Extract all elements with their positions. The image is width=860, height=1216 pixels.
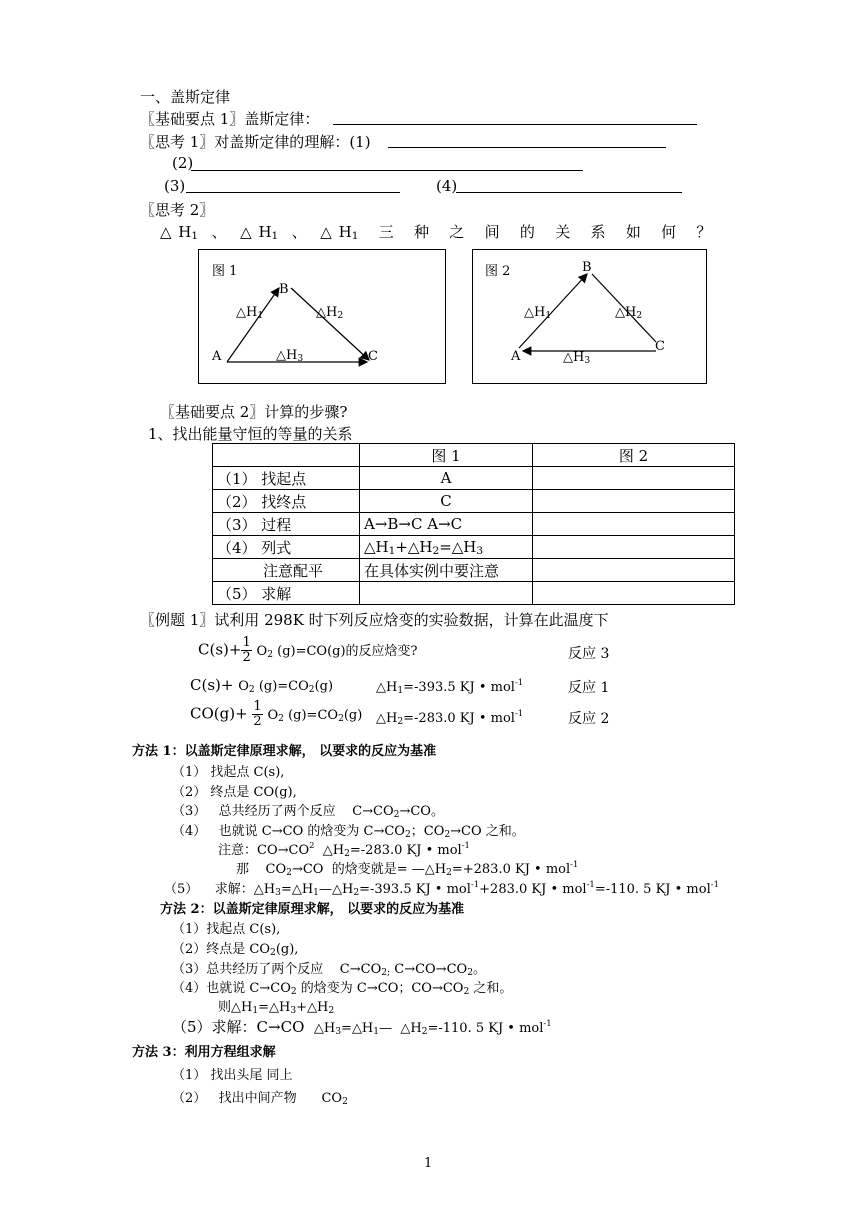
method-2-note: 则$\triangle H_1=\triangle H_3+\triangle H_2$: [218, 1000, 335, 1016]
think-2-question: △ $H_1$ 、 △ $H_1$ 、 △ $H_1$ 三 种 之 间 的 关 系 如 何 ？: [160, 223, 712, 242]
node-c: C: [655, 339, 665, 354]
think-1-item-2: (2): [172, 154, 194, 172]
page-number: 1: [424, 1156, 433, 1171]
delta-h3-label: $\triangle H_3$: [276, 348, 304, 364]
method-1-step: （1） 找起点 C(s),: [172, 765, 285, 780]
delta-h3-label: $\triangle H_3$: [563, 350, 591, 366]
table-cell: （2） 找终点: [213, 490, 360, 513]
node-b: B: [582, 260, 592, 275]
delta-h2-label: $\triangle H_2$: [615, 305, 643, 321]
table-cell: [533, 582, 735, 605]
steps-table: [212, 443, 735, 605]
delta-h1-label: $\triangle H_1$: [524, 305, 552, 321]
method-2-step: （2）终点是 $CO_2(g)$,: [172, 942, 299, 958]
table-row: [213, 513, 735, 536]
table-cell: A: [360, 467, 533, 490]
fraction-numerator: 1: [242, 635, 251, 650]
figure-1: [198, 249, 446, 384]
method-3-step: （1） 找出头尾 同上: [172, 1068, 293, 1083]
method-1-step: （3） 总共经历了两个反应 $C\to CO_2\to CO$。: [172, 804, 444, 820]
method-2-step: （5）求解：C→CO $\triangle H_3=\triangle H_1—$ $\triangle H_2=-110$. 5 KJ • mol$^{-1}$: [172, 1018, 552, 1037]
basic-point-1: 〖基础要点 1〗盖斯定律：: [140, 110, 320, 128]
table-cell: [533, 467, 735, 490]
table-row: [213, 559, 735, 582]
delta-h1-value: $\triangle H_1=-393.5$ KJ • mol$^{-1}$: [376, 677, 524, 696]
table-cell: [533, 513, 735, 536]
delta-h1-label: $\triangle H_1$: [236, 305, 264, 321]
table-cell: [360, 582, 533, 605]
think-1-item-3: (3): [164, 177, 186, 195]
figure-2-label: 图 2: [485, 264, 511, 279]
basic-point-2: 〖基础要点 2〗计算的步骤?: [160, 403, 348, 421]
method-1-step: （4） 也就说 C→CO 的焓变为 $C\to CO_2$；$CO_2\to CO$ 之和。: [172, 824, 525, 840]
method-1-title: 方法 1：以盖斯定律原理求解， 以要求的反应为基准: [132, 744, 437, 759]
method-2-title: 方法 2：以盖斯定律原理求解， 以要求的反应为基准: [160, 902, 465, 917]
table-cell: （1） 找起点: [213, 467, 360, 490]
node-b: B: [279, 282, 289, 297]
table-header: 图 1: [360, 444, 533, 467]
reaction-3-tag: 反应 3: [568, 646, 610, 662]
delta-h2-value: $\triangle H_2=-283.0$ KJ • mol$^{-1}$: [376, 708, 524, 727]
blank-line: [333, 124, 697, 125]
table-row: [213, 582, 735, 605]
table-row: [213, 490, 735, 513]
method-3-step: （2） 找出中间产物 $CO_2$: [172, 1091, 348, 1107]
example-1: 〖例题 1〗试利用 298K 时下列反应焓变的实验数据，计算在此温度下: [140, 611, 609, 629]
fraction-numerator: 1: [253, 699, 262, 714]
method-2-step: （3）总共经历了两个反应 $C\to CO_{2;}$ $C\to CO\to CO_2$。: [172, 962, 486, 978]
table-cell: （4） 列式: [213, 536, 360, 559]
reaction-1-tag: 反应 1: [568, 680, 610, 696]
delta-h2-label: $\triangle H_2$: [316, 305, 344, 321]
node-c: C: [368, 349, 378, 364]
table-cell: [533, 490, 735, 513]
table-header: 图 2: [533, 444, 735, 467]
blank-line: [186, 192, 400, 193]
method-1-note: 那 $CO_2\to CO$ 的焓变就是= $—\triangle H_2=+283.0$ KJ • mol$^{-1}$: [236, 859, 579, 878]
table-cell-formula: $\triangle H_1+\triangle H_2=\triangle H_3$: [360, 536, 533, 559]
equation-2: CO(g)+ $\frac{1}{2}$ $O_2$ $(g)=CO_2(g)$: [190, 699, 363, 729]
blank-line: [456, 192, 682, 193]
table-cell: C: [360, 490, 533, 513]
section-title: 一、盖斯定律: [140, 88, 231, 106]
think-1: 〖思考 1〗对盖斯定律的理解：(1): [140, 133, 371, 151]
table-row: [213, 536, 735, 559]
node-a: A: [511, 349, 521, 364]
table-cell: （3） 过程: [213, 513, 360, 536]
think-1-item-4: (4): [436, 177, 458, 195]
method-1-step: （2） 终点是 CO(g),: [172, 785, 297, 800]
equation-3: C(s)+ $\frac{1}{2}$ $O_2$ (g)=CO(g)的反应焓变?: [198, 635, 418, 665]
figure-2: [472, 249, 707, 384]
reaction-2-tag: 反应 2: [568, 711, 610, 727]
blank-line: [191, 170, 583, 171]
table-cell: （5） 求解: [213, 582, 360, 605]
method-3-title: 方法 3：利用方程组求解: [132, 1045, 276, 1060]
table-cell: 注意配平: [213, 559, 360, 582]
method-1-step: （5） 求解：$\triangle H_3=\triangle H_1—\triangle H_2=-393.5$ KJ • mol$^{-1}$+283.0 KJ • mol$^{-1}$=-110. 5 KJ • mol$^{-1}$: [164, 879, 719, 898]
fraction-denominator: 2: [242, 650, 251, 665]
think-2: 〖思考 2〗: [140, 201, 215, 219]
blank-line: [388, 147, 666, 148]
table-cell: 在具体实例中要注意: [360, 559, 533, 582]
table-row: [213, 467, 735, 490]
equation-1: $C(s)+ O_2$ $(g)=CO_2(g)$: [190, 676, 334, 695]
method-2-step: （1）找起点 C(s),: [172, 922, 281, 937]
table-header: [213, 444, 360, 467]
table-cell: A→B→C A→C: [360, 513, 533, 536]
table-cell: [533, 536, 735, 559]
step-1: 1、找出能量守恒的等量的关系: [148, 425, 353, 443]
method-1-note: 注意：$CO\to CO^2$ $\triangle H_2=-283.0$ KJ • mol$^{-1}$: [218, 840, 470, 859]
node-a: A: [212, 349, 222, 364]
fraction-denominator: 2: [253, 714, 262, 729]
method-2-step: （4）也就说 $C\to CO_2$ 的焓变为 C→CO；$CO\to CO_2$ 之和。: [172, 981, 513, 997]
table-header-row: [213, 444, 735, 467]
table-cell: [533, 559, 735, 582]
figure-1-label: 图 1: [212, 264, 238, 279]
